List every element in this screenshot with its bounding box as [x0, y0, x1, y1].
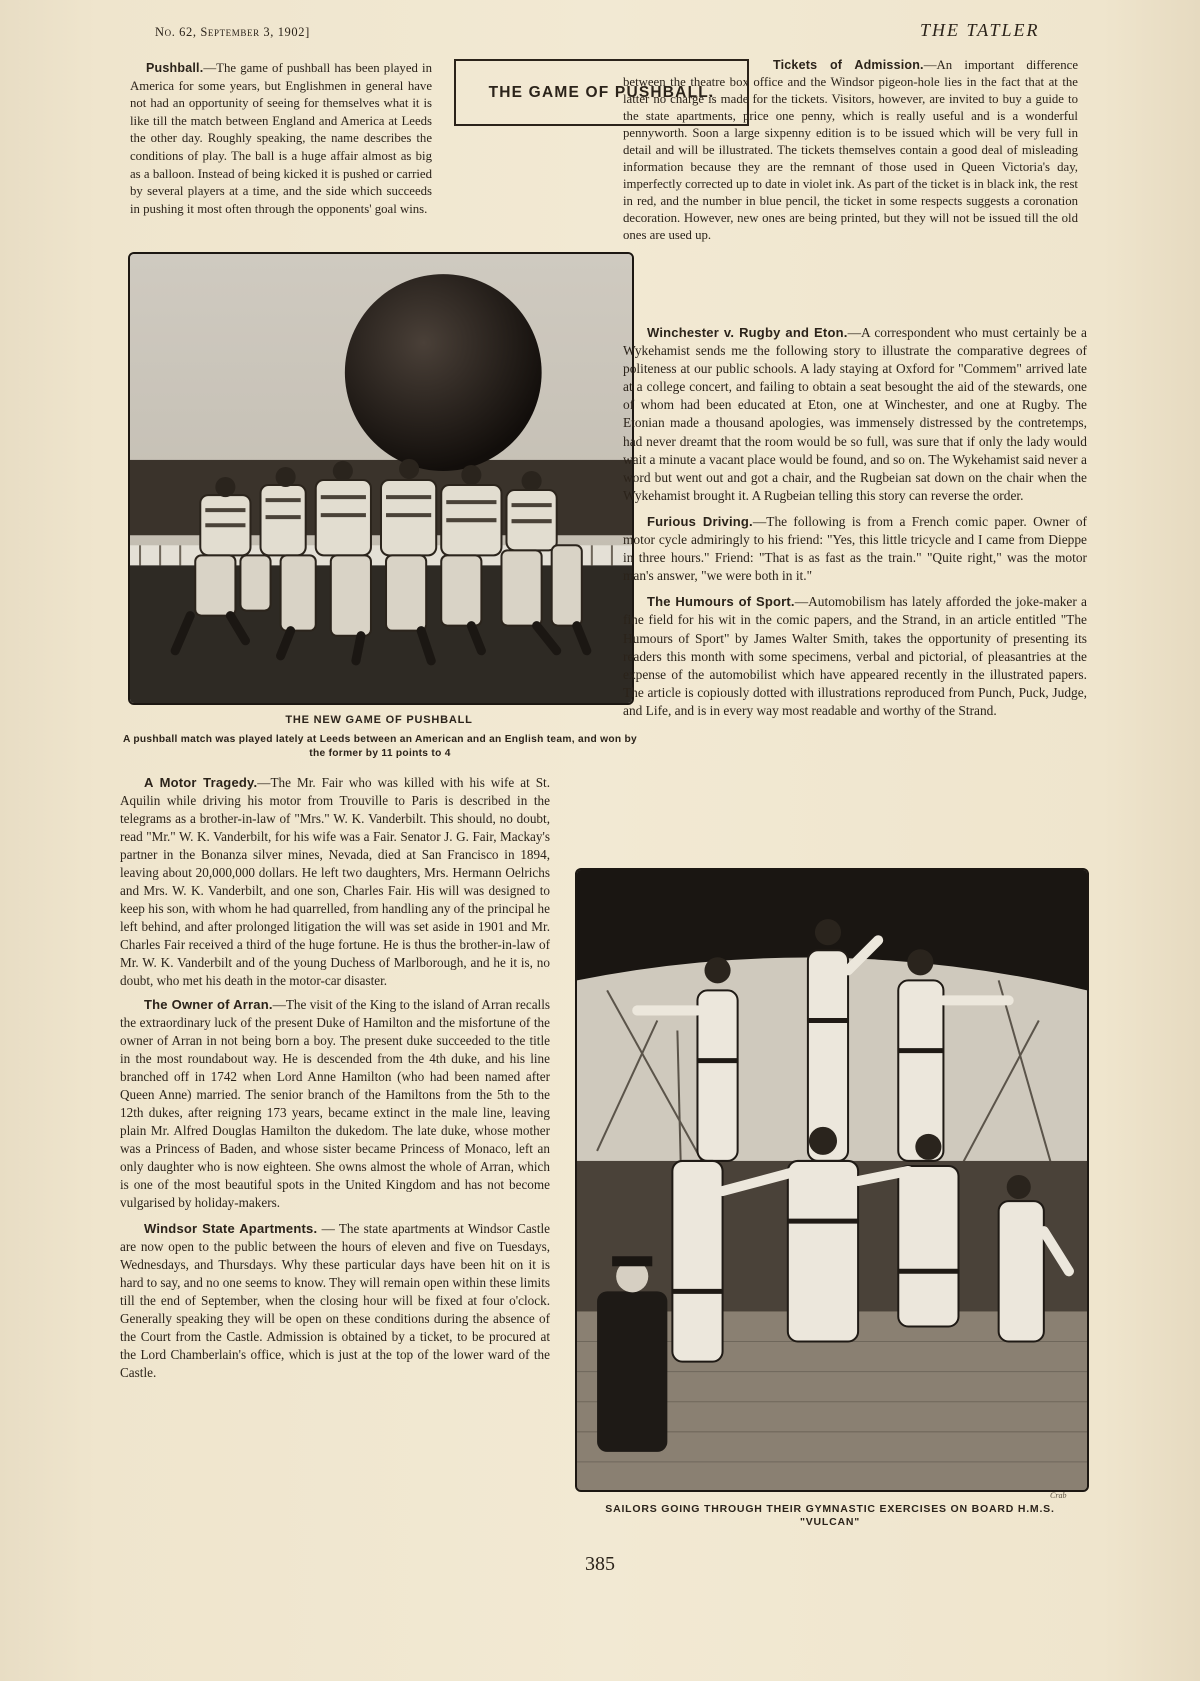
windsor-heading: Windsor State Apartments.: [144, 1221, 318, 1236]
tickets-text: —An important difference between the theatre box office and the Windsor pigeon-hole lies in the fact that at the latter no charge is made for the tickets. Visitors, however, are invited to buy a guide to the state apartments, price one penny, which is really useful and is a wonderful pennyworth. Soon a large sixpenny edition is to be issued which will be very full in detail and will be illustrated. The tickets themselves contain a good deal of misleading information because they are the remnant of those used in Queen Victoria's day, imperfectly corrected up to date in violet ink. As part of the ticket is in black ink, the rest in red, and the number in blue pencil, the ticket in some respects suggests a coronation decoration. However, new ones are being printed, but they will not be issued till the old ones are used up.: [623, 58, 1078, 242]
pushball-photo-caption: A pushball match was played lately at Leeds between an American and an English team, and won by the former by 11 points to 4: [122, 734, 638, 759]
pushball-article: [130, 60, 432, 218]
motor-heading: A Motor Tragedy.: [144, 775, 258, 790]
tickets-heading: Tickets of Admission.: [773, 58, 924, 72]
windsor-text: — The state apartments at Windsor Castle are now open to the public between the hours of eleven and five on Tuesdays, Wednesdays, and Thursdays. Why these particular days have been hit on it is hard to say, and no one seems to know. They will remain open within these limits till the end of September, when the closing hour will be fixed at four o'clock. Generally speaking they will be open on these conditions during the absence of the Court from the Castle. Admission is obtained by a ticket, to be procured at the Lord Chamberlain's office, which is just at the top of the lower ward of the Castle.: [120, 1221, 550, 1380]
officer-figure: [597, 1291, 667, 1452]
arran-heading: The Owner of Arran.: [144, 997, 273, 1012]
pushball-ball: [345, 274, 542, 471]
right-column-articles: [623, 324, 1087, 720]
left-column-articles: [120, 774, 550, 1382]
humours-text: —Automobilism has lately afforded the joke-maker a fine field for his wit in the comic papers, and the Strand, in an article entitled "The Humours of Sport" by James Walter Smith, takes the opportunity of presenting its readers this month with some specimens, verbal and pictorial, of pleasantries at the expense of the automobilist which have appeared recently in the illustrated papers. The article is copiously dotted with illustrations reproduced from Punch, Puck, Judge, and Life, and is in every way most readable and worthy of the Strand.: [623, 594, 1088, 718]
furious-text: —The following is from a French comic paper. Owner of motor cycle admiringly to his friend: "Yes, this little tricycle and I came from Dieppe in three hours." Friend: "That is as fast as the train." "Quite right," was the motor man's answer, "we were both in it.": [623, 513, 1088, 584]
motor-text: —The Mr. Fair who was killed with his wife at St. Aquilin while driving his motor from Trouville to Paris is described in the telegrams as a brother-in-law of "Mrs." W. K. Vanderbilt. This should, no doubt, read "Mr." W. K. Vanderbilt, for his wife was a Fair. Senator J. G. Fair, Mackay's partner in the Bonanza silver mines, Nevada, died at San Francisco in 1894, leaving about 20,000,000 dollars. He left two daughters, Mrs. Hermann Oelrichs and Mrs. W. K. Vanderbilt, and one son, Charles Fair. His will was designed to keep his son, with whom he had quarrelled, from handling any of the principal he left behind, and after prolonged litigation the will was set aside in 1901 and Mr. Charles Fair received a third of the huge fortune. He is thus the brother-in-law of Mr. W. K. Vanderbilt and of the young Duchess of Marlborough, and he it is, no doubt, who met his death in the motor-car disaster.: [120, 775, 551, 988]
issue-line: No. 62, September 3, 1902]: [155, 25, 310, 39]
pushball-heading: Pushball.: [146, 61, 204, 75]
sailors-photo: [575, 868, 1089, 1492]
pushball-text: —The game of pushball has been played in America for some years, but Englishmen in general have not had an opportunity of seeing for themselves what it is like till the match between England and America at Leeds the other day. Roughly speaking, the name describes the conditions of play. The ball is a huge affair almost as big as a balloon. Instead of being kicked it is pushed or carried by several players at a time, and the side which succeeds in pushing it most often through the opponents' goal wins.: [130, 61, 432, 216]
pushball-photo-title: THE NEW GAME OF PUSHBALL: [285, 714, 473, 726]
tickets-article: [623, 57, 1078, 244]
photo-credit: Crab: [1050, 1491, 1067, 1500]
pushball-scene: [130, 254, 632, 703]
page-number: 385: [585, 1553, 615, 1575]
magazine-title: THE TATLER: [920, 20, 1040, 40]
winchester-text: —A correspondent who must certainly be a Wykehamist sends me the following story to illustrate the comparative degrees of politeness at our public schools. A lady staying at Oxford for "Commem" arrived late at a college concert, and failing to obtain a seat besought the aid of the stewards, one of whom had been educated at Eton, one at Winchester, and one at Rugby. The Etonian made a thousand apologies, was immensely distressed by the contretemps, had never dreamt that the room would be so full, was sure that if only the lady would wait a minute a vacant place would be found, and so on. The Wykehamist said never a word but went out and got a chair, and the Rugbeian sat down on the chair when the Wykehamist brought it. A Rugbeian telling this story can reverse the order.: [623, 325, 1087, 503]
pushball-photo: [128, 252, 634, 705]
sailors-photo-caption: SAILORS GOING THROUGH THEIR GYMNASTIC EXERCISES ON BOARD H.M.S. "VULCAN": [605, 1503, 1055, 1528]
furious-heading: Furious Driving.: [647, 513, 753, 529]
humours-heading: The Humours of Sport.: [647, 594, 795, 610]
sailors-scene: [577, 870, 1087, 1490]
winchester-heading: Winchester v. Rugby and Eton.: [647, 325, 848, 340]
article-title: THE GAME OF PUSHBALL.: [488, 83, 715, 101]
arran-text: —The visit of the King to the island of Arran recalls the extraordinary luck of the present Duke of Hamilton and the misfortune of the owner of Arran in not being born a boy. The present duke succeeded to the title in the most roundabout way. He is descended from the 4th duke, and his line branched off in 1742 when Lord Anne Hamilton (who had been named after Queen Anne) married. The senior branch of the Hamiltons from the 5th to the 12th dukes, after reigning 173 years, became extinct in the male line, leaving plain Mr. Alfred Douglas Hamilton the dukedom. The late duke, whose mother was a Princess of Baden, and whose sister became Princess of Monaco, left an only daughter who is now eighteen. She owns almost the whole of Arran, which is one of the most beautiful spots in the United Kingdom and has not become vulgarised by holiday-makers.: [120, 997, 551, 1210]
